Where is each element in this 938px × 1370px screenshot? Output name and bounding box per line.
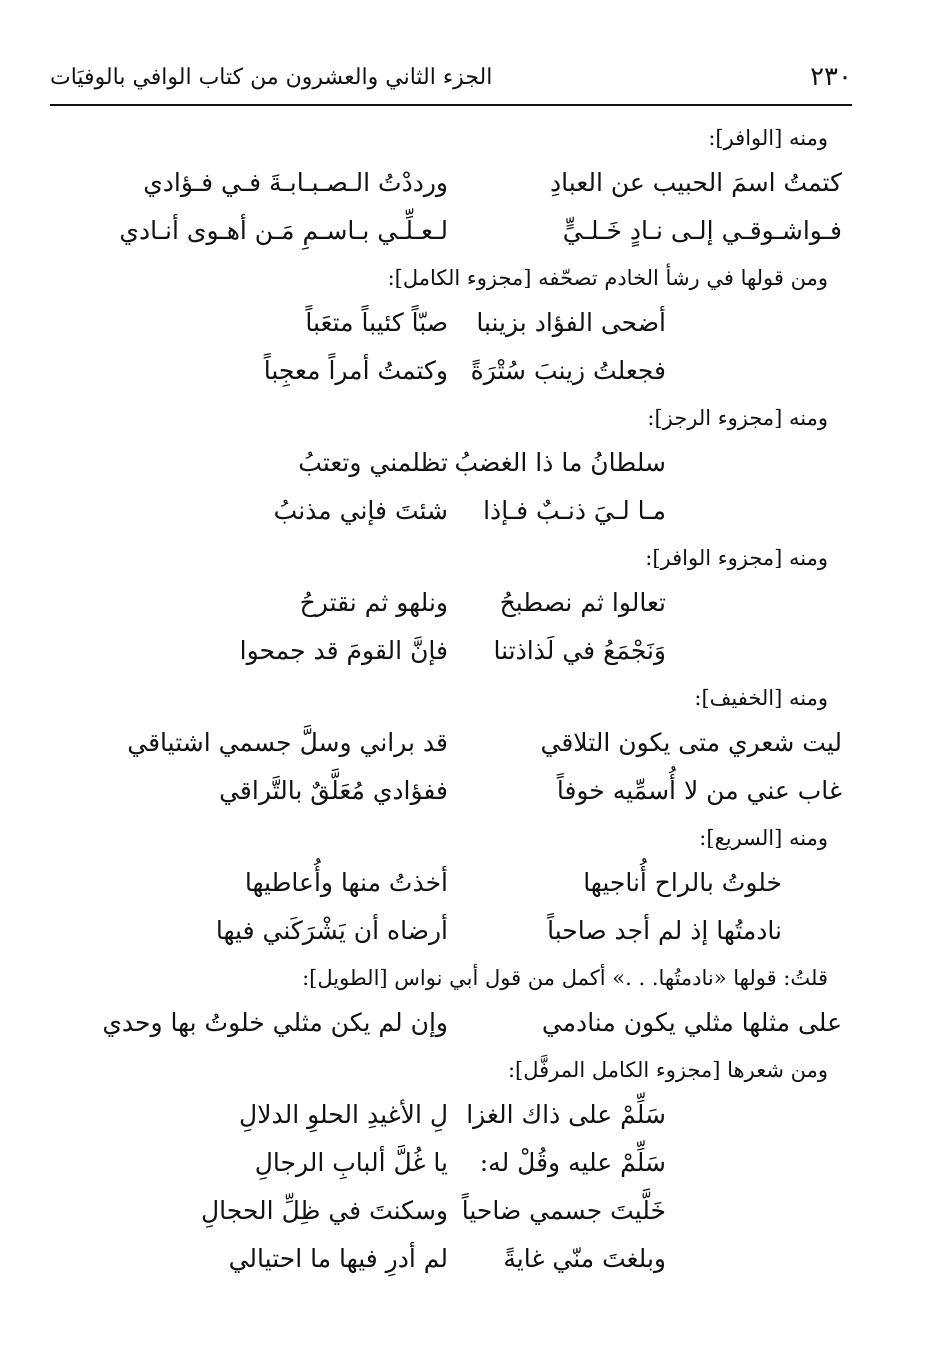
verse-line [0,630,938,678]
first-hemistich: وَنَجْمَعُ في لَذاذتنا [493,636,666,665]
first-hemistich: كتمتُ اسمَ الحبيب عن العبادِ [550,168,842,197]
second-hemistich: شئتَ فإني مذنبُ [273,496,448,525]
poetry-body [0,118,938,1286]
second-hemistich: وكتمتُ أمراً معجِباً [263,356,448,385]
first-hemistich: تعالوا ثم نصطبحُ [499,588,666,617]
section-intro: ومنه [الوافر]: [708,126,828,150]
first-hemistich: خَلَّيتَ جسمي ضاحياً [461,1196,666,1225]
second-hemistich: أخذتُ منها وأُعاطيها [244,868,448,897]
verse-line [0,442,938,490]
first-hemistich: فجعلتُ زينبَ سُتْرَةً [470,356,666,385]
second-hemistich: فإنَّ القومَ قد جمحوا [239,636,448,665]
second-hemistich: لِ الأغيدِ الحلوِ الدلالِ [239,1100,448,1129]
verse-line [0,582,938,630]
first-hemistich: غاب عني من لا أُسمِّيه خوفاً [556,776,842,805]
second-hemistich: وإن لم يكن مثلي خلوتُ بها وحدي [102,1008,448,1037]
verse-line [0,1190,938,1238]
verse-line [0,210,938,258]
second-hemistich: لم أدرِ فيها ما احتيالي [228,1244,448,1273]
verse-line [0,770,938,818]
page-number: ٢٣٠ [810,62,852,92]
verse-line [0,862,938,910]
verse-line [0,1002,938,1050]
first-hemistich: وبلغتَ منّي غايةً [503,1244,666,1273]
first-hemistich: فـواشـوقـي إلـى نـادٍ خَـلـيٍّ [562,216,842,245]
first-hemistich: خلوتُ بالراح أُناجيها [583,868,782,897]
verse-line [0,722,938,770]
first-hemistich: ليت شعري متى يكون التلاقي [540,728,842,757]
running-title: الجزء الثاني والعشرون من كتاب الوافي بالوفيَات [50,64,493,90]
section-intro: ومن قولها في رشأ الخادم تصحّفه [مجزوء الكامل]: [387,266,828,290]
header-rule [50,104,852,106]
second-hemistich: أرضاه أن يَشْرَكَني فيها [215,916,448,945]
second-hemistich: لـعـلِّـي بـاسـمِ مَـن أهـوى أنـادي [119,216,448,245]
first-hemistich: سلطانُ ما ذا الغضبُ [454,448,666,477]
verse-line [0,910,938,958]
verse-line [0,162,938,210]
first-hemistich: على مثلها مثلي يكون منادمي [541,1008,842,1037]
verse-line [0,350,938,398]
verse-line [0,1142,938,1190]
section-intro: ومنه [السريع]: [699,826,828,850]
second-hemistich: ورددْتُ الـصـبـابـةَ فـي فـؤادي [143,168,448,197]
section-intro: ومنه [مجزوء الوافر]: [645,546,828,570]
first-hemistich: سَلِّمْ على ذاك الغزا [466,1100,666,1129]
section-intro: قلتُ: قولها «نادمتُها. . .» أكمل من قول أبي نواس [الطويل]: [302,966,828,990]
section-intro: ومنه [الخفيف]: [694,686,828,710]
section-intro: ومنه [مجزوء الرجز]: [647,406,828,430]
first-hemistich: مـا لـيَ ذنـبٌ فـإذا [483,496,666,525]
verse-line [0,1094,938,1142]
first-hemistich: نادمتُها إذ لم أجد صاحباً [547,916,782,945]
second-hemistich: ونلهو ثم نقترحُ [299,588,448,617]
second-hemistich: يا غُلَّ ألبابِ الرجالِ [254,1148,448,1177]
first-hemistich: سَلِّمْ عليه وقُلْ له: [479,1148,666,1177]
second-hemistich: وسكنتَ في ظِلِّ الحجالِ [201,1196,448,1225]
second-hemistich: قد براني وسلَّ جسمي اشتياقي [127,728,448,757]
second-hemistich: صبّاً كئيباً متعَباً [305,308,448,337]
section-intro: ومن شعرها [مجزوء الكامل المرفَّل]: [507,1058,828,1082]
verse-line [0,1238,938,1286]
second-hemistich: تظلمني وتعتبُ [298,448,448,477]
first-hemistich: أضحى الفؤاد بزينبا [476,308,666,337]
page-header [50,52,852,102]
second-hemistich: ففؤادي مُعَلَّقٌ بالتَّراقي [219,776,448,805]
verse-line [0,490,938,538]
verse-line [0,302,938,350]
